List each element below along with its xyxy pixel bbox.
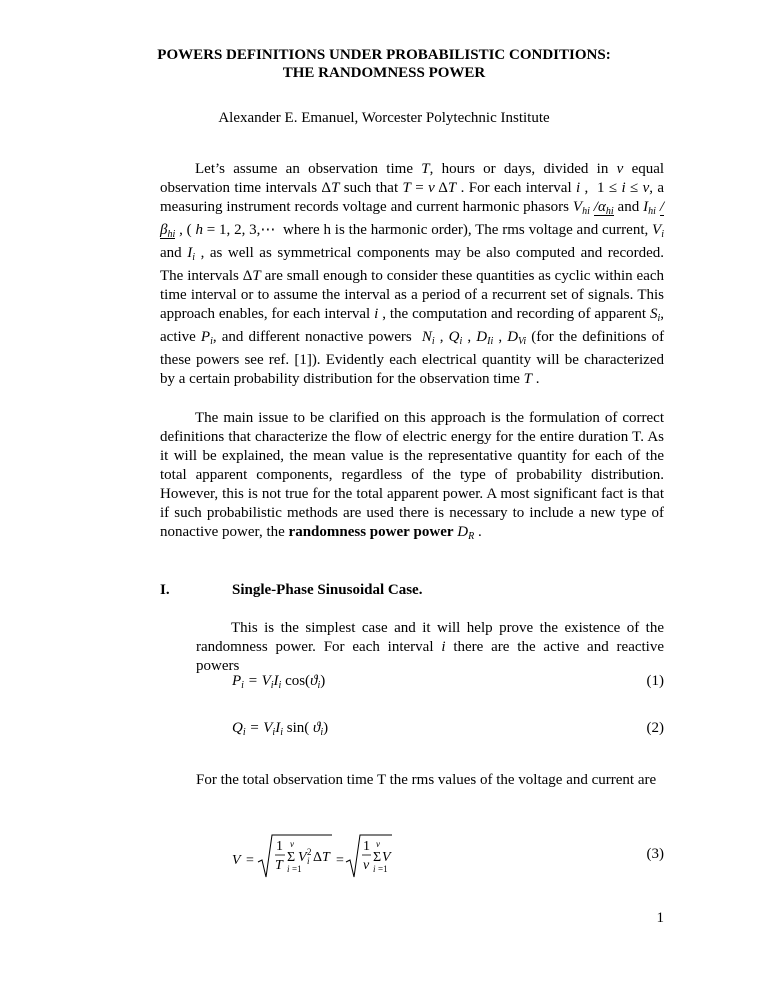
- svg-text:T: T: [275, 858, 283, 873]
- section-intro-paragraph: This is the simplest case and it will help prove the existence of the randomness power. For each interval i there are the active and reactive powers: [196, 620, 665, 674]
- svg-text:1: 1: [363, 839, 370, 854]
- page-number: 1: [656, 910, 664, 926]
- equation-3-number: (3): [646, 846, 664, 862]
- issue-paragraph: The main issue to be clarified on this approach is the formulation of correct definitions that characterize the flow of electric energy for the entire duration T. As it will be explained, the mean value is the representative quantity for each of the total apparent components, regardless of the type of probability distribution. However, this is not true for the total apparent power. A most significant fact is that if such probabilistic methods are used there is necessary to include a new type of nonactive power, the randomness power power $D_R$ .: [160, 410, 664, 542]
- svg-text:V: V: [298, 850, 307, 865]
- equation-1-number: (1): [646, 673, 664, 689]
- svg-text:Σ: Σ: [373, 850, 382, 865]
- svg-text:=1: =1: [378, 864, 388, 874]
- equation-2: $Q_i = V_iI_i$ sin( $ϑ_i$): [232, 720, 329, 738]
- svg-text:Δ: Δ: [313, 850, 323, 865]
- paper-title-line-1: POWERS DEFINITIONS UNDER PROBABILISTIC CONDITIONS:: [157, 47, 611, 63]
- svg-text:T: T: [322, 850, 330, 865]
- svg-text:i: i: [373, 864, 376, 874]
- equation-1: $P_i = V_iI_i$ $\cos(ϑ_i)$: [232, 673, 326, 691]
- rms-intro-paragraph: For the total observation time T the rms values of the voltage and current are: [196, 772, 657, 788]
- section-number: I.: [160, 582, 170, 598]
- svg-text:1: 1: [276, 839, 283, 854]
- section-title: Single-Phase Sinusoidal Case.: [232, 582, 423, 598]
- svg-text:V: V: [382, 850, 391, 865]
- svg-text:ν: ν: [376, 839, 380, 849]
- svg-text:=: =: [246, 853, 254, 868]
- svg-text:=1: =1: [292, 864, 302, 874]
- svg-text:=: =: [336, 853, 344, 868]
- author-line: Alexander E. Emanuel, Worcester Polytechnic Institute: [218, 110, 550, 126]
- intro-paragraph: Let’s assume an observation time T, hours or days, divided in ν equal observation time intervals ΔT such that T = ν ΔT . For each interval i , 1 ≤ i ≤ ν, a measuring instrument records voltage and current harmonic phasors $V_{hi}$ $/\alpha_{hi}$ and $I_{hi}$ $/\beta_{hi}$ , ( h = 1, 2, 3,⋯ where h is the harmonic order), The rms voltage and current, $V_i$ and $I_i$ , as well as symmetrical components may be also computed and recorded. The intervals ΔT are small enough to consider these quantities as cyclic within each time interval or to assume the interval as a period of a recurrent set of signals. This approach enables, for each interval i , the computation and recording of apparent $S_i$, active $P_i$, and different nonactive powers $N_i$ , $Q_i$ , $D_{Ii}$ , $D_{Vi}$ (for the definitions of these powers see ref. [1]). Evidently each electrical quantity will be characterized by a certain probability distribution for the observation time T .: [160, 161, 665, 387]
- svg-text:i: i: [287, 864, 290, 874]
- svg-text:V: V: [232, 853, 241, 868]
- equation-3: [232, 832, 392, 882]
- svg-text:2: 2: [307, 847, 312, 857]
- paper-title-line-2: THE RANDOMNESS POWER: [282, 65, 486, 81]
- svg-text:i: i: [307, 856, 310, 866]
- svg-text:ν: ν: [290, 839, 294, 849]
- equation-2-number: (2): [646, 720, 664, 736]
- svg-text:Σ: Σ: [287, 850, 296, 865]
- svg-text:ν: ν: [363, 858, 370, 873]
